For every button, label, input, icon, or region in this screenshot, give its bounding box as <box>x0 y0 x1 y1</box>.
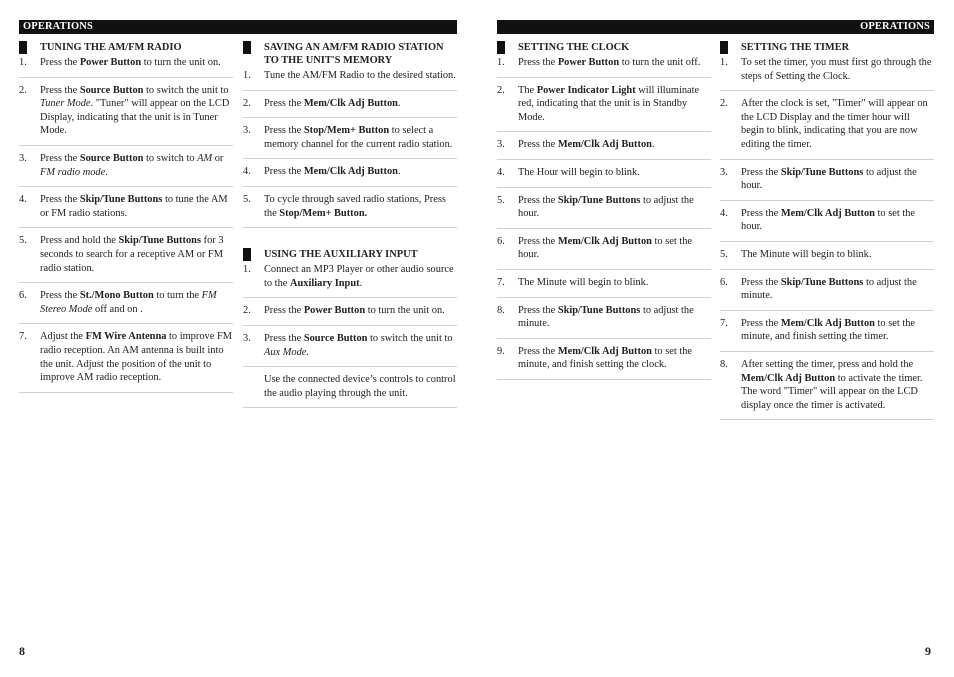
step-number: 7. <box>19 331 27 343</box>
section-marker-icon <box>497 41 505 54</box>
step-text <box>40 193 233 220</box>
step-number: 5. <box>19 235 27 247</box>
step-text-run: to tune the AM or FM radio stations. <box>40 194 228 219</box>
control-name: Auxiliary Input <box>289 277 360 289</box>
control-name: Skip/Tune Buttons <box>780 166 864 178</box>
control-name: Power Indicator Light <box>536 84 636 96</box>
step-item <box>497 235 711 270</box>
step-text-run: Press the <box>741 317 781 329</box>
control-name: Power Button <box>557 57 620 68</box>
step-text-run: . <box>359 277 363 289</box>
step-text-run: Press the <box>264 125 304 137</box>
step-number: 6. <box>19 290 27 302</box>
step-text <box>518 276 711 290</box>
control-name: Power Button <box>303 305 366 317</box>
step-number: 3. <box>243 125 251 137</box>
step-item <box>497 304 711 339</box>
control-name: Source Button <box>79 152 144 164</box>
step-text <box>243 373 457 400</box>
step-text <box>741 317 934 344</box>
section-title <box>19 41 233 54</box>
step-text-run: Press the <box>518 57 558 68</box>
step-number: 7. <box>720 317 728 329</box>
mode-name: FM radio mode <box>40 166 106 178</box>
step-text-run: for 3 seconds to search for a receptive AM or FM radio station. <box>40 235 224 274</box>
step-text-run: to set the minute, and finish setting the clock. <box>518 345 693 371</box>
step-text-run: . <box>651 139 655 151</box>
step-text <box>518 166 711 180</box>
section-marker-icon <box>720 41 728 54</box>
step-text-run: Press the <box>518 235 558 247</box>
step-item <box>243 373 457 408</box>
step-text <box>264 304 457 318</box>
step-item <box>243 97 457 119</box>
step-number: 7. <box>497 276 505 288</box>
step-item <box>19 56 233 78</box>
step-text-run: to set the hour. <box>518 235 693 261</box>
step-item <box>720 97 934 159</box>
instruction-section <box>497 41 711 380</box>
step-item <box>243 165 457 187</box>
control-name: Mem/Clk Adj Button <box>303 166 398 178</box>
step-text <box>741 276 934 303</box>
step-text-run: Press the <box>40 84 80 96</box>
control-name: Mem/Clk Adj Button <box>557 345 652 357</box>
step-text-run: . "Tuner" will appear on the LCD Display, indicating that the unit is in Tuner Mode. <box>40 98 230 137</box>
section-title-text: SAVING AN AM/FM RADIO STATION TO THE UNIT'S MEMORY <box>264 42 444 66</box>
step-text-run: Press the <box>518 194 558 206</box>
step-text <box>40 56 233 70</box>
step-item <box>19 289 233 324</box>
step-number: 6. <box>497 235 505 247</box>
section-title-text: SETTING THE TIMER <box>741 42 850 53</box>
step-number: 9. <box>497 345 505 357</box>
step-item <box>497 138 711 160</box>
instruction-section <box>720 41 934 420</box>
mode-name: FM Stereo Mode <box>40 290 217 315</box>
step-text-run: to turn the unit on. <box>141 57 221 68</box>
section-title-text: SETTING THE CLOCK <box>518 42 630 53</box>
control-name: Mem/Clk Adj Button <box>557 139 652 151</box>
step-text-run: to select a memory channel for the current radio station. <box>264 125 453 150</box>
step-text-run: To set the timer, you must first go through the steps of Setting the Clock. <box>741 57 932 82</box>
step-number: 4. <box>243 166 251 178</box>
control-name: Skip/Tune Buttons <box>557 304 641 316</box>
control-name: Mem/Clk Adj Button <box>557 235 652 247</box>
step-text <box>40 289 233 316</box>
step-item <box>497 194 711 229</box>
step-text-run: Press the <box>741 276 781 288</box>
column-timer <box>720 41 934 426</box>
step-number: 1. <box>720 57 728 68</box>
step-text-run: to adjust the hour. <box>741 166 917 192</box>
control-name: St./Mono Button <box>79 290 154 302</box>
column-saving-aux <box>243 41 457 414</box>
step-number: 3. <box>497 139 505 151</box>
step-text-run: Press the <box>518 304 558 316</box>
step-number: 1. <box>19 57 27 68</box>
column-clock <box>497 41 711 386</box>
step-text-run: Press the <box>264 166 304 178</box>
step-item <box>243 332 457 367</box>
column-tuning <box>19 41 233 399</box>
step-text-run: to set the minute, and finish setting the timer. <box>741 317 916 343</box>
step-number: 3. <box>19 152 27 164</box>
step-text-run: to adjust the minute. <box>741 276 917 302</box>
operations-header-left: OPERATIONS <box>19 20 457 34</box>
step-item <box>720 276 934 311</box>
control-name: Source Button <box>79 84 144 96</box>
step-number: 5. <box>720 248 728 260</box>
step-text <box>741 56 934 83</box>
step-item <box>720 207 934 242</box>
step-text <box>741 248 934 262</box>
step-text-run: After the clock is set, "Timer" will appear on the LCD Display and the timer hour will begin to blink, indicating that you are now editing the timer. <box>741 98 928 150</box>
step-item <box>19 84 233 146</box>
step-text <box>40 84 233 138</box>
step-text-run: to switch to <box>143 152 198 164</box>
step-number: 5. <box>243 193 251 205</box>
control-name: Source Button <box>303 332 368 344</box>
step-text-run: to set the hour. <box>741 207 916 233</box>
step-text <box>518 138 711 152</box>
step-text <box>518 345 711 372</box>
step-text-run: will illuminate red, indicating that the unit is in Standby Mode. <box>518 84 700 123</box>
step-text <box>264 332 457 359</box>
step-item <box>243 304 457 326</box>
section-spacer <box>243 234 457 248</box>
step-item <box>497 276 711 298</box>
step-text-run: Press the <box>264 305 304 317</box>
step-text-run: Press the <box>264 332 304 344</box>
step-text <box>264 193 457 220</box>
step-text <box>264 165 457 179</box>
section-title <box>243 41 457 67</box>
step-item <box>19 152 233 187</box>
mode-name: Tuner Mode <box>40 98 91 110</box>
step-number: 3. <box>720 166 728 178</box>
step-item <box>497 56 711 78</box>
section-title <box>497 41 711 54</box>
step-number: 2. <box>243 97 251 109</box>
control-name: Skip/Tune Buttons <box>79 194 163 206</box>
step-item <box>720 358 934 420</box>
step-item <box>497 345 711 380</box>
step-number: 1. <box>243 70 251 81</box>
step-number: 5. <box>497 194 505 206</box>
step-text <box>518 56 711 70</box>
step-text <box>518 304 711 331</box>
step-item <box>19 234 233 283</box>
section-title-text: USING THE AUXILIARY INPUT <box>264 249 418 261</box>
step-number: 8. <box>720 358 728 370</box>
section-title-text: TUNING THE AM/FM RADIO <box>40 42 182 53</box>
step-text <box>264 263 457 290</box>
step-text-run: The Hour will begin to blink. <box>518 166 640 178</box>
control-name: FM Wire Antenna <box>85 331 167 343</box>
step-item <box>497 84 711 133</box>
step-text-run: After setting the timer, press and hold the <box>741 358 914 370</box>
section-marker-icon <box>243 41 251 54</box>
section-title <box>243 248 457 261</box>
step-number: 1. <box>497 57 505 68</box>
control-name: Skip/Tune Buttons <box>780 276 864 288</box>
step-item <box>243 193 457 228</box>
control-name: Stop/Mem+ Button <box>303 125 390 137</box>
step-text-run: or <box>212 152 224 164</box>
step-text-run: . <box>397 166 401 178</box>
step-number: 4. <box>19 194 27 206</box>
step-text-run: Use the connected device’s controls to control the audio playing through the unit. <box>264 374 456 399</box>
step-text-run: Press the <box>741 166 781 178</box>
page-number-left: 8 <box>19 644 25 658</box>
step-text <box>40 330 233 384</box>
step-item <box>243 69 457 91</box>
step-text-run: Press the <box>40 152 80 164</box>
mode-name: AM <box>197 152 213 164</box>
step-item <box>720 56 934 91</box>
section-marker-icon <box>19 41 27 54</box>
step-text-run: off and on . <box>92 303 143 315</box>
step-text-run: to turn the unit off. <box>619 57 701 68</box>
step-number: 4. <box>720 207 728 219</box>
step-text-run: The Minute will begin to blink. <box>518 276 649 288</box>
step-text-run: . <box>397 97 401 109</box>
step-text-run: Press the <box>40 194 80 206</box>
step-text-run: Tune the AM/FM Radio to the desired station. <box>264 70 456 81</box>
control-name: Skip/Tune Buttons <box>118 235 202 247</box>
step-item <box>19 193 233 228</box>
section-marker-icon <box>243 248 251 261</box>
step-number: 2. <box>243 305 251 317</box>
step-item <box>720 166 934 201</box>
step-text <box>264 97 457 111</box>
step-text <box>264 69 457 83</box>
mode-name: Aux Mode. <box>264 346 310 358</box>
step-text-run: Press the <box>518 139 558 151</box>
step-number: 1. <box>243 264 251 276</box>
control-name: Mem/Clk Adj Button <box>741 372 836 384</box>
step-text-run: to improve FM radio reception. An AM antenna is built into the unit. Adjust the position of the unit to improve AM radio reception. <box>40 331 232 384</box>
step-text <box>741 97 934 151</box>
step-number: 3. <box>243 332 251 344</box>
section-title <box>720 41 934 54</box>
step-item <box>720 317 934 352</box>
step-text <box>741 358 934 412</box>
step-text-run: Press the <box>40 290 80 302</box>
step-text-run: to switch the unit to <box>143 84 229 96</box>
step-text-run: to turn the <box>153 290 202 302</box>
step-text-run: To cycle through saved radio stations, Press the <box>264 193 446 219</box>
step-number: 8. <box>497 304 505 316</box>
control-name: Mem/Clk Adj Button <box>303 97 398 109</box>
step-text-run: Press and hold the <box>40 235 119 247</box>
control-name: Power Button <box>79 57 142 68</box>
control-name: Mem/Clk Adj Button <box>780 207 875 219</box>
step-item <box>243 263 457 298</box>
step-text-run: to switch the unit to <box>367 332 453 344</box>
step-item <box>19 330 233 392</box>
control-name: Skip/Tune Buttons <box>557 194 641 206</box>
step-number: 2. <box>19 84 27 96</box>
step-text <box>264 124 457 151</box>
step-text-run: Connect an MP3 Player or other audio source to the <box>264 264 454 289</box>
step-item <box>497 166 711 188</box>
instruction-section <box>243 248 457 408</box>
step-text <box>518 84 711 125</box>
control-name: Stop/Mem+ Button. <box>279 207 368 219</box>
step-number: 6. <box>720 276 728 288</box>
step-text <box>40 234 233 275</box>
step-text-run: The <box>518 84 537 96</box>
step-text-run: to activate the timer. The word "Timer" will appear on the LCD display once the timer is activated. <box>741 372 923 411</box>
page-number-right: 9 <box>925 644 931 658</box>
step-text-run: . <box>105 166 108 178</box>
instruction-section <box>19 41 233 393</box>
step-number: 2. <box>720 98 728 110</box>
step-number: 2. <box>497 84 505 96</box>
step-text <box>518 235 711 262</box>
step-item <box>243 124 457 159</box>
step-text-run: Press the <box>741 207 781 219</box>
step-number: 4. <box>497 166 505 178</box>
step-text <box>741 166 934 193</box>
step-text-run: Press the <box>264 97 304 109</box>
step-text <box>741 207 934 234</box>
operations-header-right: OPERATIONS <box>497 20 934 34</box>
step-text-run: The Minute will begin to blink. <box>741 248 872 260</box>
step-text-run: to adjust the hour. <box>518 194 694 220</box>
step-text-run: to turn the unit on. <box>365 305 445 317</box>
step-text-run: Press the <box>40 57 80 68</box>
step-text <box>40 152 233 179</box>
instruction-section <box>243 41 457 228</box>
step-text-run: to adjust the minute. <box>518 304 694 330</box>
control-name: Mem/Clk Adj Button <box>780 317 875 329</box>
step-item <box>720 248 934 270</box>
step-text <box>518 194 711 221</box>
step-text-run: Adjust the <box>40 331 86 343</box>
step-text-run: Press the <box>518 345 558 357</box>
